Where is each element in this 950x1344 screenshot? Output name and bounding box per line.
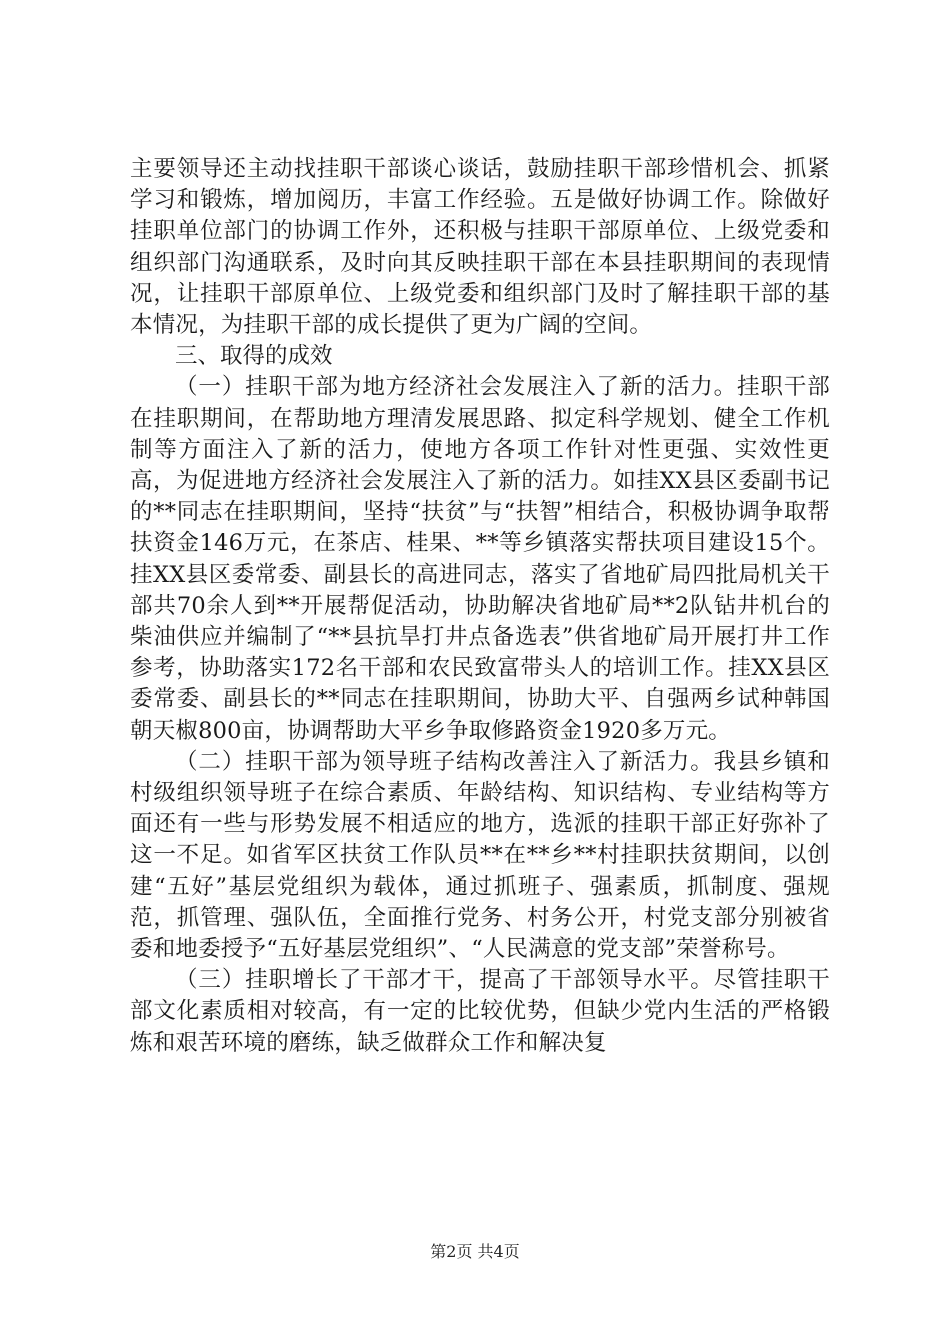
document-body [130,154,830,1059]
paragraph-1: （一）挂职干部为地方经济社会发展注入了新的活力。挂职干部在挂职期间，在帮助地方理清发展思路、拟定科学规划、健全工作机制等方面注入了新的活力，使地方各项工作针对性更强、实效性更高，为促进地方经济社会发展注入了新的活力。如挂XX县区委副书记的**同志在挂职期间，坚持“扶贫”与“扶智”相结合，积极协调争取帮扶资金146万元，在茶店、桂果、**等乡镇落实帮扶项目建设15个。挂XX县区委常委、副县长的高进同志，落实了省地矿局四批局机关干部共70余人到**开展帮促活动，协助解决省地矿局**2队钻井机台的柴油供应并编制了“**县抗旱打井点备选表”供省地矿局开展打井工作参考，协助落实172名干部和农民致富带头人的培训工作。挂XX县区委常委、副县长的**同志在挂职期间，协助大平、自强两乡试种韩国朝天椒800亩，协调帮助大平乡争取修路资金1920多万元。 [130,374,830,744]
paragraph-2: （二）挂职干部为领导班子结构改善注入了新活力。我县乡镇和村级组织领导班子在综合素质、年龄结构、知识结构、专业结构等方面还有一些与形势发展不相适应的地方，选派的挂职干部正好弥补了这一不足。如省军区扶贫工作队员**在**乡**村挂职扶贫期间，以创建“五好”基层党组织为载体，通过抓班子、强素质，抓制度、强规范，抓管理、强队伍，全面推行党务、村务公开，村党支部分别被省委和地委授予“五好基层党组织”、“人民满意的党支部”荣誉称号。 [130,748,830,963]
section-heading: 三、取得的成效 [175,343,333,370]
page-footer: 第2页 共4页 [430,1242,520,1261]
paragraph-continuation: 主要领导还主动找挂职干部谈心谈话，鼓励挂职干部珍惜机会、抓紧学习和锻炼，增加阅历，丰富工作经验。五是做好协调工作。除做好挂职单位部门的协调工作外，还积极与挂职干部原单位、上级党委和组织部门沟通联系，及时向其反映挂职干部在本县挂职期间的表现情况，让挂职干部原单位、上级党委和组织部门及时了解挂职干部的基本情况，为挂职干部的成长提供了更为广阔的空间。 [130,156,830,339]
paragraph-3: （三）挂职增长了干部才干，提高了干部领导水平。尽管挂职干部文化素质相对较高，有一定的比较优势，但缺少党内生活的严格锻炼和艰苦环境的磨练，缺乏做群众工作和解决复 [130,967,830,1056]
